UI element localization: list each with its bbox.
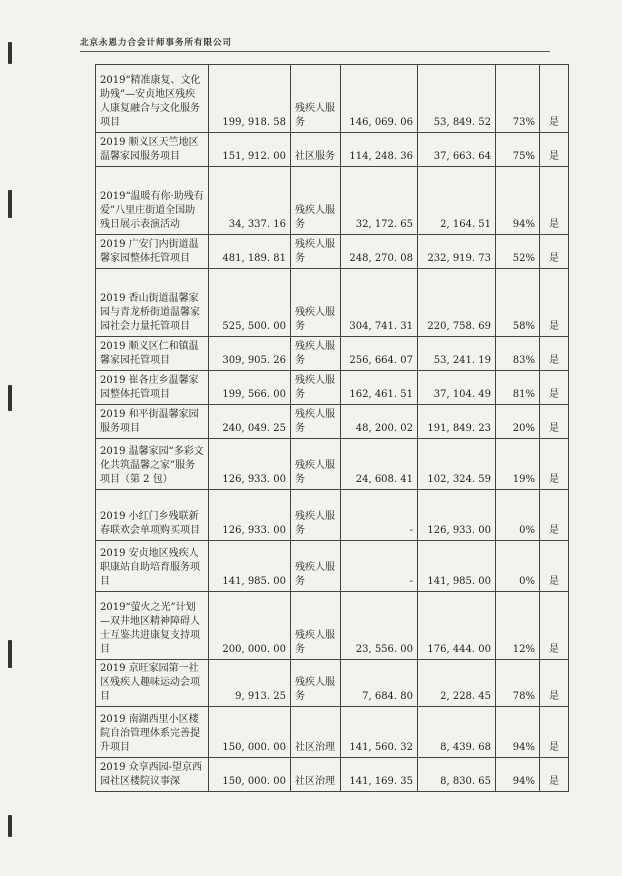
table-row (96, 235, 569, 269)
executed-amount-cell: - (341, 490, 418, 541)
service-category-cell: 残疾人服务 (291, 490, 341, 541)
executed-amount-cell: 32, 172. 65 (341, 167, 418, 235)
execution-rate-cell: 78% (496, 660, 540, 707)
table-row (96, 660, 569, 707)
status-flag-cell: 是 (540, 371, 569, 405)
budget-amount-cell: 126, 933. 00 (209, 439, 291, 490)
status-flag-cell: 是 (540, 490, 569, 541)
status-flag-cell: 是 (540, 439, 569, 490)
remaining-amount-cell: 102, 324. 59 (418, 439, 496, 490)
remaining-amount-cell: 141, 985. 00 (418, 541, 496, 592)
status-flag-cell: 是 (540, 758, 569, 792)
budget-amount-cell: 481, 189. 81 (209, 235, 291, 269)
status-flag-cell: 是 (540, 65, 569, 133)
remaining-amount-cell: 191, 849. 23 (418, 405, 496, 439)
remaining-amount-cell: 126, 933. 00 (418, 490, 496, 541)
execution-rate-cell: 81% (496, 371, 540, 405)
executed-amount-cell: 48, 200. 02 (341, 405, 418, 439)
execution-rate-cell: 83% (496, 337, 540, 371)
table-row (96, 371, 569, 405)
executed-amount-cell: 304, 741. 31 (341, 269, 418, 337)
execution-rate-cell: 94% (496, 707, 540, 758)
remaining-amount-cell: 37, 663. 64 (418, 133, 496, 167)
executed-amount-cell: 162, 461. 51 (341, 371, 418, 405)
budget-amount-cell: 126, 933. 00 (209, 490, 291, 541)
service-category-cell: 残疾人服务 (291, 405, 341, 439)
project-name-cell: 2019 众享西园-望京西园社区楼院议事深 (96, 758, 209, 792)
binder-hole-mark (8, 640, 12, 668)
execution-rate-cell: 73% (496, 65, 540, 133)
executed-amount-cell: 114, 248. 36 (341, 133, 418, 167)
execution-rate-cell: 94% (496, 758, 540, 792)
project-name-cell: 2019 小红门乡残联新春联欢会单项购买项目 (96, 490, 209, 541)
header-rule (80, 51, 550, 52)
table-row (96, 269, 569, 337)
remaining-amount-cell: 2, 164. 51 (418, 167, 496, 235)
budget-amount-cell: 309, 905. 26 (209, 337, 291, 371)
status-flag-cell: 是 (540, 235, 569, 269)
project-name-cell: 2019“精准康复、文化助残”—安贞地区残疾人康复融合与文化服务项目 (96, 65, 209, 133)
execution-rate-cell: 0% (496, 490, 540, 541)
service-category-cell: 残疾人服务 (291, 65, 341, 133)
project-name-cell: 2019“萤火之光”计划—双井地区精神障碍人士互鉴共进康复支持项目 (96, 592, 209, 660)
table-row (96, 541, 569, 592)
execution-rate-cell: 20% (496, 405, 540, 439)
table-row (96, 167, 569, 235)
binder-hole-mark (8, 815, 12, 837)
status-flag-cell: 是 (540, 707, 569, 758)
status-flag-cell: 是 (540, 660, 569, 707)
service-category-cell: 社区治理 (291, 758, 341, 792)
budget-amount-cell: 34, 337. 16 (209, 167, 291, 235)
budget-amount-cell: 150, 000. 00 (209, 707, 291, 758)
executed-amount-cell: 248, 270. 08 (341, 235, 418, 269)
service-category-cell: 残疾人服务 (291, 660, 341, 707)
remaining-amount-cell: 8, 830. 65 (418, 758, 496, 792)
executed-amount-cell: 7, 684. 80 (341, 660, 418, 707)
table-row (96, 439, 569, 490)
executed-amount-cell: 23, 556. 00 (341, 592, 418, 660)
project-name-cell: 2019 和平街温馨家园服务项目 (96, 405, 209, 439)
budget-amount-cell: 240, 049. 25 (209, 405, 291, 439)
table-row (96, 592, 569, 660)
remaining-amount-cell: 37, 104. 49 (418, 371, 496, 405)
budget-amount-cell: 199, 566. 00 (209, 371, 291, 405)
status-flag-cell: 是 (540, 133, 569, 167)
status-flag-cell: 是 (540, 269, 569, 337)
project-name-cell: 2019 顺义区仁和镇温馨家园托管项目 (96, 337, 209, 371)
budget-amount-cell: 150, 000. 00 (209, 758, 291, 792)
execution-rate-cell: 75% (496, 133, 540, 167)
remaining-amount-cell: 220, 758. 69 (418, 269, 496, 337)
executed-amount-cell: 141, 560. 32 (341, 707, 418, 758)
budget-amount-cell: 9, 913. 25 (209, 660, 291, 707)
status-flag-cell: 是 (540, 167, 569, 235)
project-name-cell: 2019 安贞地区残疾人职康站自助培育服务项目 (96, 541, 209, 592)
project-name-cell: 2019 顺义区天竺地区温馨家园服务项目 (96, 133, 209, 167)
service-category-cell: 残疾人服务 (291, 337, 341, 371)
status-flag-cell: 是 (540, 337, 569, 371)
service-category-cell: 残疾人服务 (291, 167, 341, 235)
table-row (96, 65, 569, 133)
executed-amount-cell: - (341, 541, 418, 592)
remaining-amount-cell: 2, 228. 45 (418, 660, 496, 707)
table-row (96, 405, 569, 439)
project-name-cell: 2019 香山街道温馨家园与青龙桥街道温馨家园社会力量托管项目 (96, 269, 209, 337)
remaining-amount-cell: 176, 444. 00 (418, 592, 496, 660)
remaining-amount-cell: 53, 849. 52 (418, 65, 496, 133)
executed-amount-cell: 141, 169. 35 (341, 758, 418, 792)
service-category-cell: 残疾人服务 (291, 541, 341, 592)
status-flag-cell: 是 (540, 592, 569, 660)
status-flag-cell: 是 (540, 541, 569, 592)
remaining-amount-cell: 8, 439. 68 (418, 707, 496, 758)
execution-rate-cell: 0% (496, 541, 540, 592)
budget-amount-cell: 199, 918. 58 (209, 65, 291, 133)
executed-amount-cell: 146, 069. 06 (341, 65, 418, 133)
service-category-cell: 残疾人服务 (291, 439, 341, 490)
binder-hole-mark (8, 190, 12, 218)
table-row (96, 758, 569, 792)
binder-hole-mark (8, 385, 12, 411)
execution-rate-cell: 58% (496, 269, 540, 337)
service-category-cell: 残疾人服务 (291, 371, 341, 405)
firm-header: 北京永恩力合会计师事务所有限公司 (80, 38, 233, 48)
execution-rate-cell: 94% (496, 167, 540, 235)
table-row (96, 490, 569, 541)
table-row (96, 337, 569, 371)
service-category-cell: 社区服务 (291, 133, 341, 167)
project-table (95, 64, 569, 792)
budget-amount-cell: 200, 000. 00 (209, 592, 291, 660)
status-flag-cell: 是 (540, 405, 569, 439)
executed-amount-cell: 24, 608. 41 (341, 439, 418, 490)
service-category-cell: 社区治理 (291, 707, 341, 758)
table-row (96, 133, 569, 167)
project-name-cell: 2019 广安门内街道温馨家园整体托管项目 (96, 235, 209, 269)
project-name-cell: 2019 京旺家园第一社区残疾人趣味运动会项目 (96, 660, 209, 707)
project-name-cell: 2019“温暖有你·助残有爱”八里庄街道全国助残日展示表演活动 (96, 167, 209, 235)
execution-rate-cell: 52% (496, 235, 540, 269)
project-name-cell: 2019 崔各庄乡温馨家园整体托管项目 (96, 371, 209, 405)
remaining-amount-cell: 53, 241. 19 (418, 337, 496, 371)
project-name-cell: 2019 南湖西里小区楼院自治管理体系完善提升项目 (96, 707, 209, 758)
binder-hole-mark (8, 42, 12, 64)
service-category-cell: 残疾人服务 (291, 235, 341, 269)
table-row (96, 707, 569, 758)
budget-amount-cell: 151, 912. 00 (209, 133, 291, 167)
executed-amount-cell: 256, 664. 07 (341, 337, 418, 371)
project-name-cell: 2019 温馨家园“多彩文化共筑温馨之家”服务项目（第 2 包） (96, 439, 209, 490)
execution-rate-cell: 19% (496, 439, 540, 490)
execution-rate-cell: 12% (496, 592, 540, 660)
remaining-amount-cell: 232, 919. 73 (418, 235, 496, 269)
service-category-cell: 残疾人服务 (291, 269, 341, 337)
budget-amount-cell: 525, 500. 00 (209, 269, 291, 337)
service-category-cell: 残疾人服务 (291, 592, 341, 660)
budget-amount-cell: 141, 985. 00 (209, 541, 291, 592)
